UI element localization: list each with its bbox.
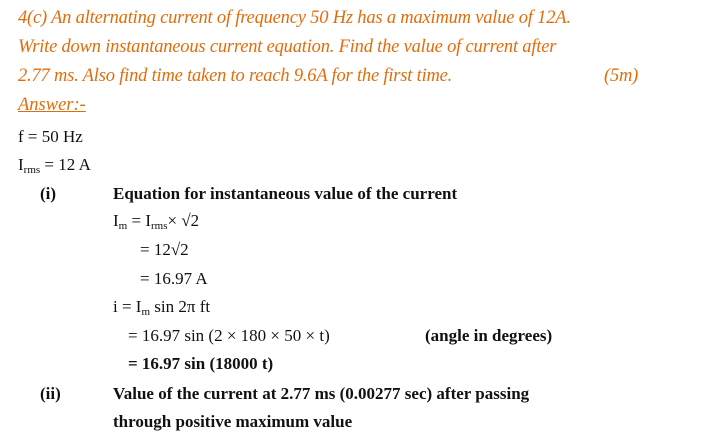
part-i-label: (i): [40, 184, 57, 203]
question-marks: (5m): [604, 66, 639, 86]
answer-label: Answer:-: [18, 95, 86, 115]
im-step-1: = 12√2: [140, 240, 189, 259]
part-ii-line-2: through positive maximum value: [113, 412, 353, 431]
im-step-2: = 16.97 A: [140, 269, 208, 288]
angle-note: (angle in degrees): [425, 326, 553, 345]
final-equation: = 16.97 sin (18000 t): [128, 354, 274, 373]
part-ii-label: (ii): [40, 384, 61, 403]
question-line-3: 2.77 ms. Also find time taken to reach 9.6A for the first time.: [18, 66, 453, 86]
given-irms: $I_{rms} = 12$ A: [18, 155, 91, 176]
question-line-2: Write down instantaneous current equation. Find the value of current after: [18, 37, 557, 57]
im-equation: $I_m = I_{rms}\times √2$: [113, 211, 200, 232]
substituted-equation: = 16.97 sin (2 × 180 × 50 × t): [128, 326, 330, 345]
given-frequency: f = 50 Hz: [18, 127, 83, 146]
question-line-1: 4(c) An alternating current of frequency 50 Hz has a maximum value of 12A.: [18, 8, 571, 28]
i-equation: $i = I_m$ sin 2π ft: [113, 297, 211, 318]
part-i-heading: Equation for instantaneous value of the current: [113, 184, 458, 203]
part-ii-line-1: Value of the current at 2.77 ms (0.00277 sec) after passing: [113, 384, 530, 403]
